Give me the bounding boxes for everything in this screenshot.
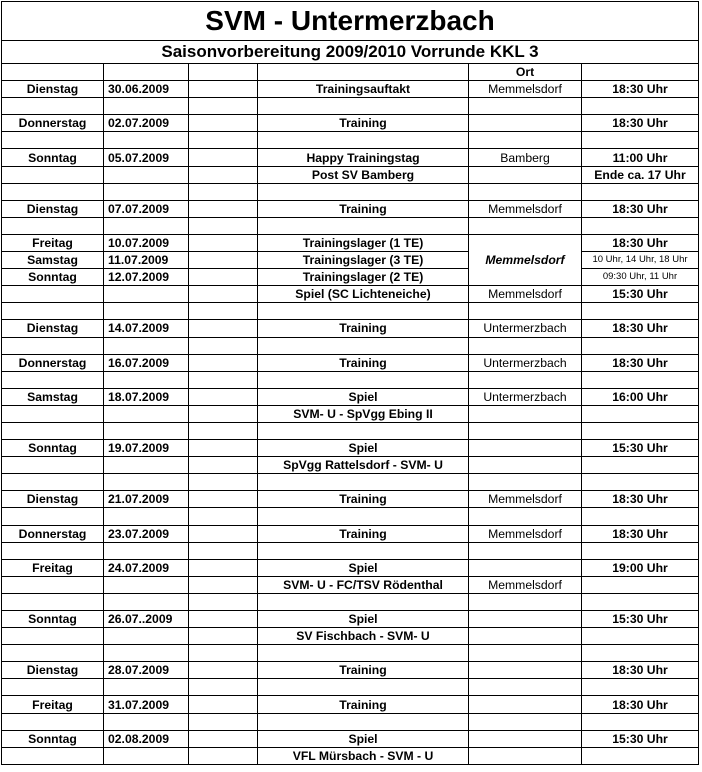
cell-event: Spiel (SC Lichteneiche): [258, 286, 469, 303]
cell-blank: [189, 508, 258, 525]
cell-place: [469, 115, 582, 132]
cell-place: Bamberg: [469, 149, 582, 166]
cell-date: [104, 217, 189, 234]
cell-blank: [189, 217, 258, 234]
cell-blank: [189, 474, 258, 491]
cell-place: [469, 611, 582, 628]
cell-time: 09:30 Uhr, 11 Uhr: [582, 269, 699, 286]
cell-place: [469, 542, 582, 559]
cell-time: [582, 576, 699, 593]
header-cell-day: [2, 64, 104, 81]
cell-event: Training: [258, 354, 469, 371]
cell-date: 23.07.2009: [104, 525, 189, 542]
cell-date: [104, 747, 189, 764]
cell-day: [2, 337, 104, 354]
spacer-row: [2, 337, 698, 354]
cell-day: [2, 217, 104, 234]
cell-place: [469, 234, 582, 251]
cell-time: 16:00 Uhr: [582, 388, 699, 405]
cell-time: 15:30 Uhr: [582, 440, 699, 457]
cell-blank: [189, 645, 258, 662]
cell-date: [104, 474, 189, 491]
cell-event: [258, 371, 469, 388]
cell-place: Memmelsdorf: [469, 525, 582, 542]
cell-blank: [189, 81, 258, 98]
spacer-row: [2, 183, 698, 200]
schedule-row: [2, 525, 698, 542]
cell-date: [104, 422, 189, 439]
cell-date: 10.07.2009: [104, 234, 189, 251]
cell-place: [469, 405, 582, 422]
cell-event: Spiel: [258, 611, 469, 628]
cell-blank: [189, 611, 258, 628]
cell-day: Donnerstag: [2, 115, 104, 132]
cell-day: [2, 303, 104, 320]
cell-date: 11.07.2009: [104, 252, 189, 269]
page-title: SVM - Untermerzbach: [2, 2, 698, 41]
spacer-row: [2, 132, 698, 149]
header-row: [2, 64, 698, 81]
cell-blank: [189, 234, 258, 251]
cell-date: 28.07.2009: [104, 662, 189, 679]
cell-time: 10 Uhr, 14 Uhr, 18 Uhr: [582, 252, 699, 269]
cell-time: [582, 405, 699, 422]
cell-day: Dienstag: [2, 491, 104, 508]
cell-time: [582, 628, 699, 645]
cell-time: [582, 457, 699, 474]
cell-blank: [189, 713, 258, 730]
header-cell-time: [582, 64, 699, 81]
cell-place: [469, 166, 582, 183]
schedule-sheet: [1, 1, 699, 765]
cell-place: [469, 440, 582, 457]
cell-date: [104, 337, 189, 354]
schedule-row: [2, 747, 698, 764]
schedule-row: [2, 662, 698, 679]
header-cell-ort: Ort: [469, 64, 582, 81]
cell-place: [469, 98, 582, 115]
schedule-row: [2, 440, 698, 457]
spacer-row: [2, 303, 698, 320]
cell-time: [582, 747, 699, 764]
cell-day: [2, 542, 104, 559]
cell-place: [469, 337, 582, 354]
schedule-row: [2, 354, 698, 371]
cell-date: 16.07.2009: [104, 354, 189, 371]
cell-blank: [189, 525, 258, 542]
cell-day: [2, 713, 104, 730]
cell-time: 18:30 Uhr: [582, 662, 699, 679]
cell-date: [104, 542, 189, 559]
cell-date: 07.07.2009: [104, 200, 189, 217]
cell-blank: [189, 730, 258, 747]
cell-blank: [189, 457, 258, 474]
cell-date: [104, 98, 189, 115]
cell-date: [104, 679, 189, 696]
cell-date: 31.07.2009: [104, 696, 189, 713]
cell-place: Untermerzbach: [469, 388, 582, 405]
cell-date: [104, 132, 189, 149]
cell-blank: [189, 354, 258, 371]
cell-blank: [189, 269, 258, 286]
cell-place: [469, 679, 582, 696]
cell-time: [582, 217, 699, 234]
cell-blank: [189, 98, 258, 115]
spacer-row: [2, 593, 698, 610]
cell-day: Donnerstag: [2, 525, 104, 542]
cell-date: [104, 166, 189, 183]
cell-event: Training: [258, 525, 469, 542]
cell-day: Sonntag: [2, 269, 104, 286]
cell-blank: [189, 371, 258, 388]
cell-day: Sonntag: [2, 149, 104, 166]
cell-blank: [189, 303, 258, 320]
cell-date: [104, 593, 189, 610]
schedule-row: [2, 576, 698, 593]
cell-day: [2, 422, 104, 439]
cell-day: [2, 747, 104, 764]
cell-blank: [189, 149, 258, 166]
cell-blank: [189, 679, 258, 696]
cell-day: [2, 405, 104, 422]
schedule-body: [2, 64, 698, 764]
spacer-row: [2, 474, 698, 491]
cell-day: Sonntag: [2, 440, 104, 457]
page-subtitle: Saisonvorbereitung 2009/2010 Vorrunde KKL 3: [2, 41, 698, 64]
cell-event: Trainingslager (2 TE): [258, 269, 469, 286]
cell-event: VFL Mürsbach - SVM - U: [258, 747, 469, 764]
schedule-row: [2, 491, 698, 508]
cell-time: [582, 645, 699, 662]
spacer-row: [2, 679, 698, 696]
cell-event: Happy Trainingstag: [258, 149, 469, 166]
cell-event: Training: [258, 200, 469, 217]
cell-place: [469, 730, 582, 747]
cell-place: [469, 132, 582, 149]
cell-date: [104, 457, 189, 474]
cell-blank: [189, 440, 258, 457]
cell-event: SpVgg Rattelsdorf - SVM- U: [258, 457, 469, 474]
schedule-row: [2, 628, 698, 645]
header-cell-date: [104, 64, 189, 81]
cell-event: Spiel: [258, 730, 469, 747]
cell-event: [258, 645, 469, 662]
cell-blank: [189, 320, 258, 337]
cell-place: [469, 371, 582, 388]
cell-event: [258, 474, 469, 491]
cell-day: Samstag: [2, 388, 104, 405]
spacer-row: [2, 371, 698, 388]
cell-place: [469, 183, 582, 200]
cell-blank: [189, 628, 258, 645]
cell-day: Dienstag: [2, 662, 104, 679]
cell-time: 18:30 Uhr: [582, 115, 699, 132]
cell-day: [2, 183, 104, 200]
spacer-row: [2, 98, 698, 115]
schedule-row: [2, 286, 698, 303]
cell-event: [258, 183, 469, 200]
cell-blank: [189, 747, 258, 764]
cell-time: 18:30 Uhr: [582, 525, 699, 542]
cell-blank: [189, 200, 258, 217]
cell-blank: [189, 559, 258, 576]
cell-day: [2, 98, 104, 115]
schedule-row: [2, 149, 698, 166]
cell-day: [2, 628, 104, 645]
cell-time: [582, 713, 699, 730]
cell-event: SVM- U - SpVgg Ebing II: [258, 405, 469, 422]
cell-day: [2, 576, 104, 593]
cell-place: Memmelsdorf: [469, 81, 582, 98]
cell-time: [582, 679, 699, 696]
cell-date: 21.07.2009: [104, 491, 189, 508]
cell-day: Donnerstag: [2, 354, 104, 371]
cell-blank: [189, 662, 258, 679]
cell-date: [104, 508, 189, 525]
cell-time: [582, 474, 699, 491]
cell-blank: [189, 422, 258, 439]
cell-place: [469, 696, 582, 713]
cell-day: Dienstag: [2, 320, 104, 337]
cell-place: [469, 747, 582, 764]
spacer-row: [2, 217, 698, 234]
cell-time: [582, 98, 699, 115]
cell-date: 18.07.2009: [104, 388, 189, 405]
cell-date: [104, 576, 189, 593]
cell-date: 02.08.2009: [104, 730, 189, 747]
cell-place: [469, 559, 582, 576]
cell-day: [2, 593, 104, 610]
schedule-row: [2, 115, 698, 132]
cell-date: [104, 303, 189, 320]
header-cell-blank: [189, 64, 258, 81]
schedule-row: [2, 457, 698, 474]
cell-date: [104, 286, 189, 303]
cell-date: 14.07.2009: [104, 320, 189, 337]
cell-time: 15:30 Uhr: [582, 286, 699, 303]
cell-date: [104, 183, 189, 200]
schedule-row: [2, 388, 698, 405]
cell-place: Memmelsdorf: [469, 200, 582, 217]
cell-day: [2, 166, 104, 183]
cell-event: [258, 508, 469, 525]
schedule-row: [2, 234, 698, 251]
cell-time: 18:30 Uhr: [582, 320, 699, 337]
cell-event: [258, 713, 469, 730]
cell-day: [2, 132, 104, 149]
cell-date: [104, 628, 189, 645]
cell-blank: [189, 593, 258, 610]
cell-event: Trainingslager (3 TE): [258, 252, 469, 269]
cell-time: 15:30 Uhr: [582, 730, 699, 747]
cell-time: [582, 508, 699, 525]
cell-place: [469, 593, 582, 610]
cell-event: Spiel: [258, 559, 469, 576]
schedule-row: [2, 320, 698, 337]
spacer-row: [2, 713, 698, 730]
cell-event: SVM- U - FC/TSV Rödenthal: [258, 576, 469, 593]
cell-place: [469, 217, 582, 234]
cell-place: Memmelsdorf: [469, 576, 582, 593]
cell-event: Spiel: [258, 440, 469, 457]
cell-event: [258, 217, 469, 234]
schedule-row: [2, 269, 698, 286]
cell-event: Post SV Bamberg: [258, 166, 469, 183]
cell-time: 18:30 Uhr: [582, 234, 699, 251]
header-cell-event: [258, 64, 469, 81]
cell-time: [582, 542, 699, 559]
cell-event: [258, 679, 469, 696]
cell-event: [258, 542, 469, 559]
schedule-row: [2, 166, 698, 183]
cell-blank: [189, 405, 258, 422]
cell-place: [469, 269, 582, 286]
cell-place: Untermerzbach: [469, 320, 582, 337]
cell-event: [258, 593, 469, 610]
cell-day: Samstag: [2, 252, 104, 269]
cell-blank: [189, 183, 258, 200]
cell-day: [2, 371, 104, 388]
cell-event: Training: [258, 320, 469, 337]
cell-event: Training: [258, 662, 469, 679]
cell-place: [469, 422, 582, 439]
cell-event: Trainingslager (1 TE): [258, 234, 469, 251]
cell-event: Training: [258, 491, 469, 508]
cell-date: 05.07.2009: [104, 149, 189, 166]
cell-time: Ende ca. 17 Uhr: [582, 166, 699, 183]
cell-blank: [189, 576, 258, 593]
spacer-row: [2, 422, 698, 439]
cell-place: [469, 508, 582, 525]
cell-place: Memmelsdorf: [469, 252, 582, 269]
cell-event: Training: [258, 115, 469, 132]
cell-event: [258, 303, 469, 320]
schedule-row: [2, 81, 698, 98]
cell-day: Sonntag: [2, 730, 104, 747]
schedule-row: [2, 405, 698, 422]
cell-event: SV Fischbach - SVM- U: [258, 628, 469, 645]
cell-time: [582, 593, 699, 610]
cell-blank: [189, 166, 258, 183]
cell-event: Training: [258, 696, 469, 713]
cell-blank: [189, 491, 258, 508]
cell-place: [469, 645, 582, 662]
cell-time: 18:30 Uhr: [582, 491, 699, 508]
cell-date: 24.07.2009: [104, 559, 189, 576]
cell-blank: [189, 132, 258, 149]
cell-day: [2, 679, 104, 696]
cell-time: 11:00 Uhr: [582, 149, 699, 166]
cell-day: [2, 457, 104, 474]
cell-time: 18:30 Uhr: [582, 81, 699, 98]
schedule-row: [2, 200, 698, 217]
cell-blank: [189, 115, 258, 132]
cell-time: [582, 422, 699, 439]
cell-blank: [189, 696, 258, 713]
cell-blank: [189, 252, 258, 269]
cell-day: Dienstag: [2, 81, 104, 98]
cell-time: [582, 183, 699, 200]
cell-day: [2, 508, 104, 525]
cell-event: [258, 98, 469, 115]
spacer-row: [2, 645, 698, 662]
cell-date: 26.07..2009: [104, 611, 189, 628]
cell-day: Freitag: [2, 696, 104, 713]
cell-time: 19:00 Uhr: [582, 559, 699, 576]
cell-place: Memmelsdorf: [469, 491, 582, 508]
cell-event: [258, 132, 469, 149]
schedule-row: [2, 559, 698, 576]
cell-place: [469, 303, 582, 320]
schedule-row: [2, 252, 698, 269]
schedule-table: [2, 64, 698, 764]
cell-time: [582, 371, 699, 388]
cell-time: 15:30 Uhr: [582, 611, 699, 628]
cell-place: [469, 474, 582, 491]
cell-day: Freitag: [2, 234, 104, 251]
cell-time: 18:30 Uhr: [582, 354, 699, 371]
cell-date: [104, 645, 189, 662]
cell-blank: [189, 286, 258, 303]
schedule-row: [2, 611, 698, 628]
cell-place: [469, 628, 582, 645]
cell-day: Sonntag: [2, 611, 104, 628]
cell-day: Freitag: [2, 559, 104, 576]
cell-day: [2, 286, 104, 303]
cell-event: Spiel: [258, 388, 469, 405]
cell-date: 02.07.2009: [104, 115, 189, 132]
cell-date: [104, 405, 189, 422]
cell-date: [104, 371, 189, 388]
cell-day: Dienstag: [2, 200, 104, 217]
cell-blank: [189, 542, 258, 559]
cell-time: [582, 337, 699, 354]
spacer-row: [2, 542, 698, 559]
cell-blank: [189, 337, 258, 354]
cell-time: 18:30 Uhr: [582, 696, 699, 713]
cell-time: [582, 132, 699, 149]
cell-day: [2, 645, 104, 662]
cell-place: [469, 457, 582, 474]
cell-time: [582, 303, 699, 320]
schedule-row: [2, 696, 698, 713]
cell-day: [2, 474, 104, 491]
cell-time: 18:30 Uhr: [582, 200, 699, 217]
cell-place: [469, 713, 582, 730]
cell-event: [258, 422, 469, 439]
cell-event: Trainingsauftakt: [258, 81, 469, 98]
schedule-row: [2, 730, 698, 747]
cell-date: 19.07.2009: [104, 440, 189, 457]
cell-date: [104, 713, 189, 730]
cell-blank: [189, 388, 258, 405]
cell-place: Untermerzbach: [469, 354, 582, 371]
cell-place: [469, 662, 582, 679]
cell-place: Memmelsdorf: [469, 286, 582, 303]
cell-date: 30.06.2009: [104, 81, 189, 98]
spacer-row: [2, 508, 698, 525]
cell-date: 12.07.2009: [104, 269, 189, 286]
cell-event: [258, 337, 469, 354]
